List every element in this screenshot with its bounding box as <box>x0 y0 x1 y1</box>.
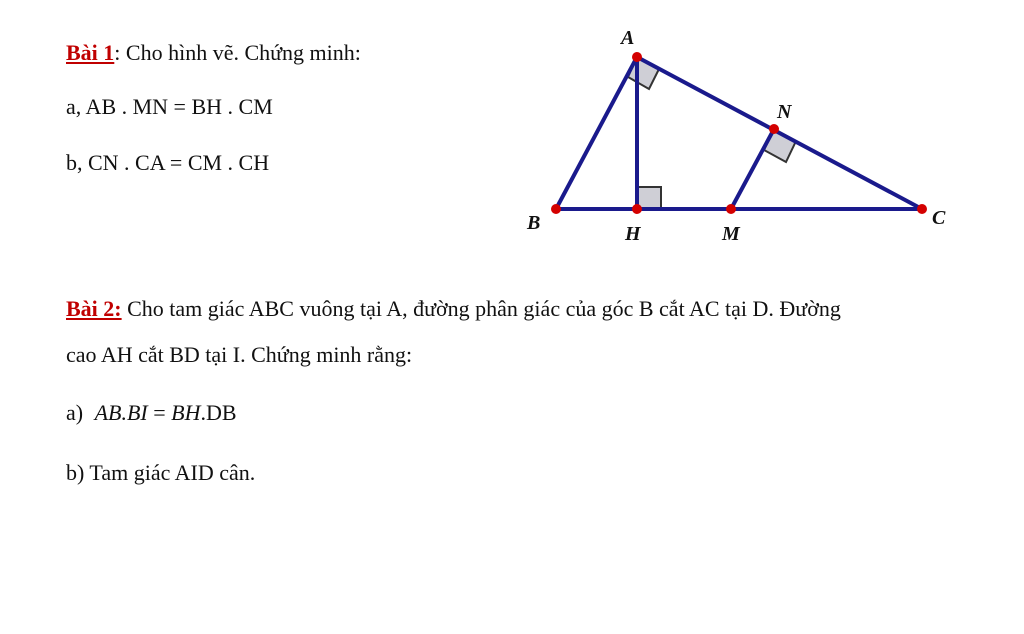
point-a <box>632 52 642 62</box>
bai2-line1 <box>66 296 841 322</box>
bai2-part-b: b) Tam giác AID cân. <box>66 460 256 485</box>
point-n <box>769 124 779 134</box>
segment-ac <box>637 57 922 209</box>
triangle-figure <box>520 20 960 250</box>
label-a: A <box>621 27 635 49</box>
bai2-part-a-rhs-rest: .DB <box>200 400 237 425</box>
bai2-text-line2: cao AH cắt BD tại I. Chứng minh rằng: <box>66 342 413 367</box>
bai2-part-a <box>66 400 237 426</box>
label-h: H <box>625 223 641 245</box>
bai2-part-a-prefix: a) <box>66 400 84 425</box>
bai2-text-line1: Cho tam giác ABC vuông tại A, đường phân giác của góc B cắt AC tại D. Đường <box>121 296 841 321</box>
segment-ab <box>556 57 637 209</box>
point-b <box>551 204 561 214</box>
point-c <box>917 204 927 214</box>
bai2-part-a-lhs: AB.BI <box>94 400 148 425</box>
bai2-label: Bài 2: <box>66 296 122 321</box>
label-m: M <box>722 223 740 245</box>
bai1-label: Bài 1 <box>66 40 115 65</box>
bai1-title: : Cho hình vẽ. Chứng minh: <box>114 40 361 65</box>
label-b: B <box>527 212 541 234</box>
bai1-part-b: b, CN . CA = CM . CH <box>66 150 270 175</box>
point-h <box>632 204 642 214</box>
point-m <box>726 204 736 214</box>
bai1-part-a: a, AB . MN = BH . CM <box>66 94 273 119</box>
bai2-part-a-rhs-italic: BH <box>171 400 201 425</box>
bai2-part-a-eq: = <box>147 400 172 425</box>
label-c: C <box>932 207 946 229</box>
label-n: N <box>777 101 792 123</box>
segment-mn <box>731 129 774 209</box>
bai1-heading <box>66 40 361 66</box>
